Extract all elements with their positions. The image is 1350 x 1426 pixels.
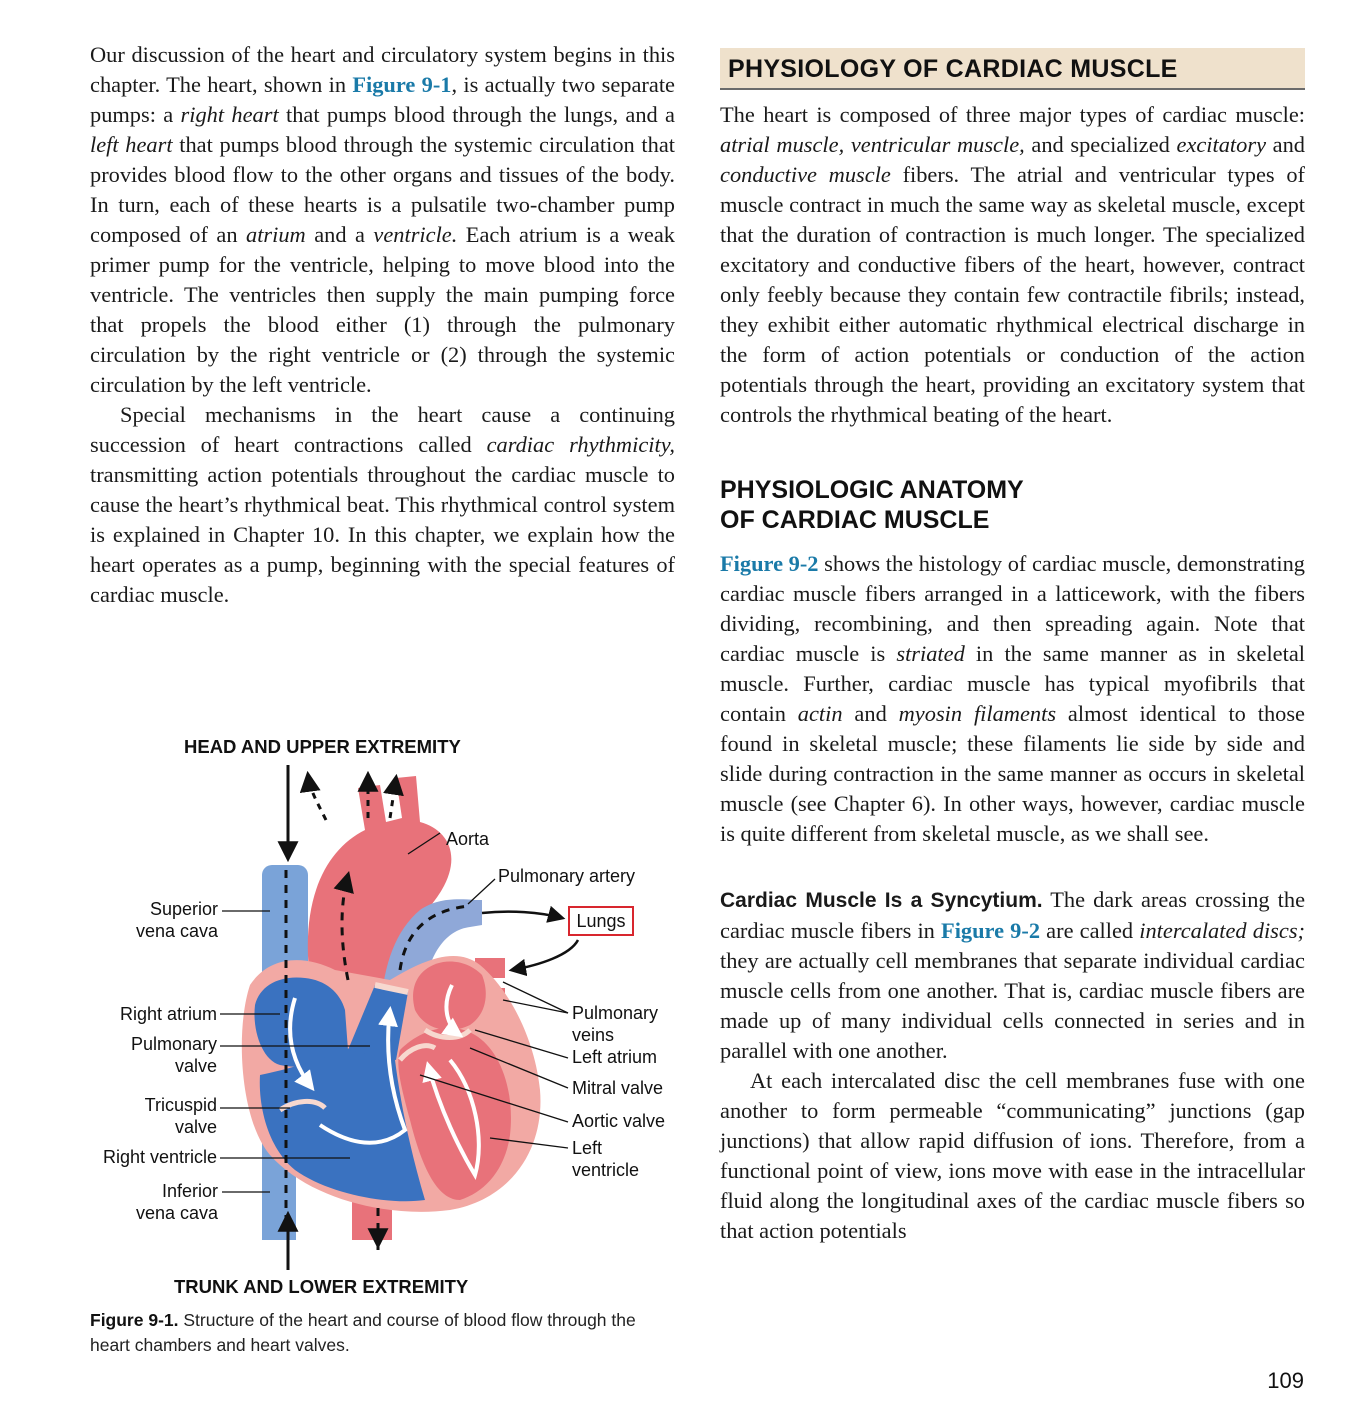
label-superior-vena-cava — [110, 898, 218, 942]
label-line: Inferior — [161, 1181, 218, 1201]
label-left-ventricle — [572, 1137, 639, 1181]
label-line: Pulmonary — [572, 1003, 659, 1023]
figure-9-1-link[interactable]: Figure 9-1 — [352, 72, 452, 97]
label-left-atrium: Left atrium — [572, 1047, 658, 1067]
label-mitral-valve: Mitral valve — [572, 1078, 664, 1098]
text-run: transmitting action potentials throughout the cardiac muscle to cause the heart’s rhythmical beat. This rhythmical control system is explained in Chapter 10. In this chapter, we explain how the heart operates as a pump, beginning with the special features of cardiac muscle. — [90, 462, 675, 607]
section-heading-physiology: PHYSIOLOGY OF CARDIAC MUSCLE — [720, 48, 1305, 90]
label-aortic-valve: Aortic valve — [572, 1111, 666, 1131]
label-tricuspid-valve — [90, 1094, 217, 1138]
text-run: shows the histology of cardiac muscle, demonstrating cardiac muscle fibers arranged in a latticework, with the fibers dividing, recombining, and then spreading again. Note that cardiac muscle is — [720, 551, 1305, 666]
figure-9-2-link[interactable]: Figure 9-2 — [720, 551, 819, 576]
caption-text: Structure of the heart and course of blood flow through the heart chambers and heart valves. — [90, 1310, 636, 1355]
italic-term: left heart — [90, 132, 173, 157]
text-run: are called — [1040, 918, 1140, 943]
right-column — [720, 40, 1305, 1246]
italic-term: right heart — [180, 102, 279, 127]
text-run: that pumps blood through the systemic circulation that provides blood flow to the other organs and tissues of the body. In turn, each of these hearts is a pulsatile two-chamber pump composed of an — [90, 132, 675, 247]
figure-9-1 — [90, 730, 680, 1297]
dashed-flow-branch-right — [390, 778, 396, 818]
cardiac-muscle-types-paragraph — [720, 100, 1305, 430]
text-run: fibers. The atrial and ventricular types of muscle contract in much the same way as skeletal muscle, except that the duration of contraction is much longer. The specialized excitatory and conductive fibers of the heart, however, contract only feebly because they contain few contractile fibrils; instead, they exhibit either automatic rhythmical electrical discharge in the form of action potentials or conduction of the action potentials through the heart, providing an excitatory system that controls the rhythmical beating of the heart. — [720, 162, 1305, 427]
label-right-ventricle: Right ventricle — [102, 1147, 217, 1167]
histology-paragraph — [720, 549, 1305, 849]
text-run: The dark areas crossing the cardiac muscle fibers in — [720, 887, 1306, 943]
text-run: At each intercalated disc the cell membranes fuse with one another to form permeable “communicating” junctions (gap junctions) that allow rapid diffusion of ions. Therefore, from a functional point of view, ions move with ease in the intracellular fluid along the longitudinal axes of the cardiac muscle fibers so that action potentials — [720, 1068, 1305, 1243]
figure-9-2-link[interactable]: Figure 9-2 — [941, 918, 1041, 943]
subheading-line: OF CARDIAC MUSCLE — [720, 506, 990, 534]
label-aorta: Aorta — [446, 829, 490, 849]
caption-label: Figure 9-1. — [90, 1310, 179, 1330]
intercalated-disc-paragraph — [720, 1066, 1305, 1246]
arrow-to-lungs — [482, 912, 562, 918]
italic-term: conductive muscle — [720, 162, 891, 187]
label-line: vena cava — [135, 921, 218, 941]
label-line: Superior — [149, 899, 218, 919]
italic-term: excitatory — [1176, 132, 1267, 157]
subheading-line: PHYSIOLOGIC ANATOMY — [720, 476, 1024, 504]
label-right-atrium: Right atrium — [119, 1004, 217, 1024]
italic-term: actin — [797, 701, 843, 726]
label-pulmonary-valve — [90, 1033, 217, 1077]
text-run: Each atrium is a weak primer pump for the ventricle, helping to move blood into the ventricle. The ventricles then supply the main pumping force that propels the blood either (1) through the pulmonary circulation by the right ventricle or (2) through the systemic circulation by the left ventricle. — [90, 222, 675, 397]
intro-paragraph — [90, 40, 675, 400]
page-number: 109 — [1267, 1368, 1304, 1393]
label-line: Tricuspid — [144, 1095, 217, 1115]
label-line: vena cava — [135, 1203, 218, 1223]
syncytium-paragraph — [720, 885, 1305, 1066]
text-run: and — [1266, 132, 1305, 157]
text-run: and specialized — [1024, 132, 1177, 157]
text-run: Special mechanisms in the heart cause a continuing succession of heart contractions called — [90, 402, 675, 457]
subheading-physiologic-anatomy — [720, 475, 1305, 535]
text-run: and a — [305, 222, 374, 247]
italic-term: atrium — [246, 222, 306, 247]
figure-caption — [90, 1308, 680, 1358]
label-line: ventricle — [572, 1160, 640, 1180]
text-run: in the same manner as in skeletal muscle. Further, cardiac muscle has typical myofibrils that contain — [720, 641, 1305, 726]
left-column — [90, 40, 675, 610]
text-run: Our discussion of the heart and circulatory system begins in this chapter. The heart, shown in — [90, 42, 675, 97]
figure-top-title: HEAD AND UPPER EXTREMITY — [184, 736, 461, 757]
lungs-box: Lungs — [568, 906, 634, 936]
italic-term: atrial muscle, ventricular muscle, — [720, 132, 1025, 157]
text-run: and — [842, 701, 899, 726]
rhythmicity-paragraph — [90, 400, 675, 610]
italic-term: ventricle. — [373, 222, 458, 247]
label-pulmonary-artery: Pulmonary artery — [498, 866, 636, 886]
dashed-flow-branch-left — [308, 775, 326, 820]
label-line: valve — [174, 1117, 217, 1137]
label-inferior-vena-cava — [110, 1180, 218, 1224]
text-run: almost identical to those found in skeletal muscle; these filaments lie side by side and slide during contraction in the same manner as occurs in skeletal muscle (see Chapter 6). In other ways, however, cardiac muscle is quite different from skeletal muscle, as we shall see. — [720, 701, 1305, 846]
italic-term: myosin filaments — [898, 701, 1057, 726]
label-line: valve — [174, 1056, 217, 1076]
italic-term: cardiac rhythmicity, — [486, 432, 675, 457]
text-run: , is actually two separate pumps: a — [90, 72, 675, 127]
italic-term: intercalated discs; — [1139, 918, 1305, 943]
italic-term: striated — [896, 641, 965, 666]
label-pulmonary-veins — [572, 1002, 658, 1046]
arrow-from-lungs — [512, 940, 578, 970]
text-run: they are actually cell membranes that separate individual cardiac muscle cells from one another. That is, cardiac muscle fibers are made up of many individual cells connected in series and in parallel with one another. — [720, 948, 1305, 1063]
run-in-heading: Cardiac Muscle Is a Syncytium. — [720, 889, 1043, 912]
text-run: The heart is composed of three major types of cardiac muscle: — [720, 102, 1305, 127]
figure-bottom-title: TRUNK AND LOWER EXTREMITY — [174, 1276, 469, 1297]
label-line: Left — [572, 1138, 603, 1158]
label-line: Pulmonary — [130, 1034, 217, 1054]
text-run: that pumps blood through the lungs, and a — [278, 102, 675, 127]
label-line: veins — [572, 1025, 615, 1045]
